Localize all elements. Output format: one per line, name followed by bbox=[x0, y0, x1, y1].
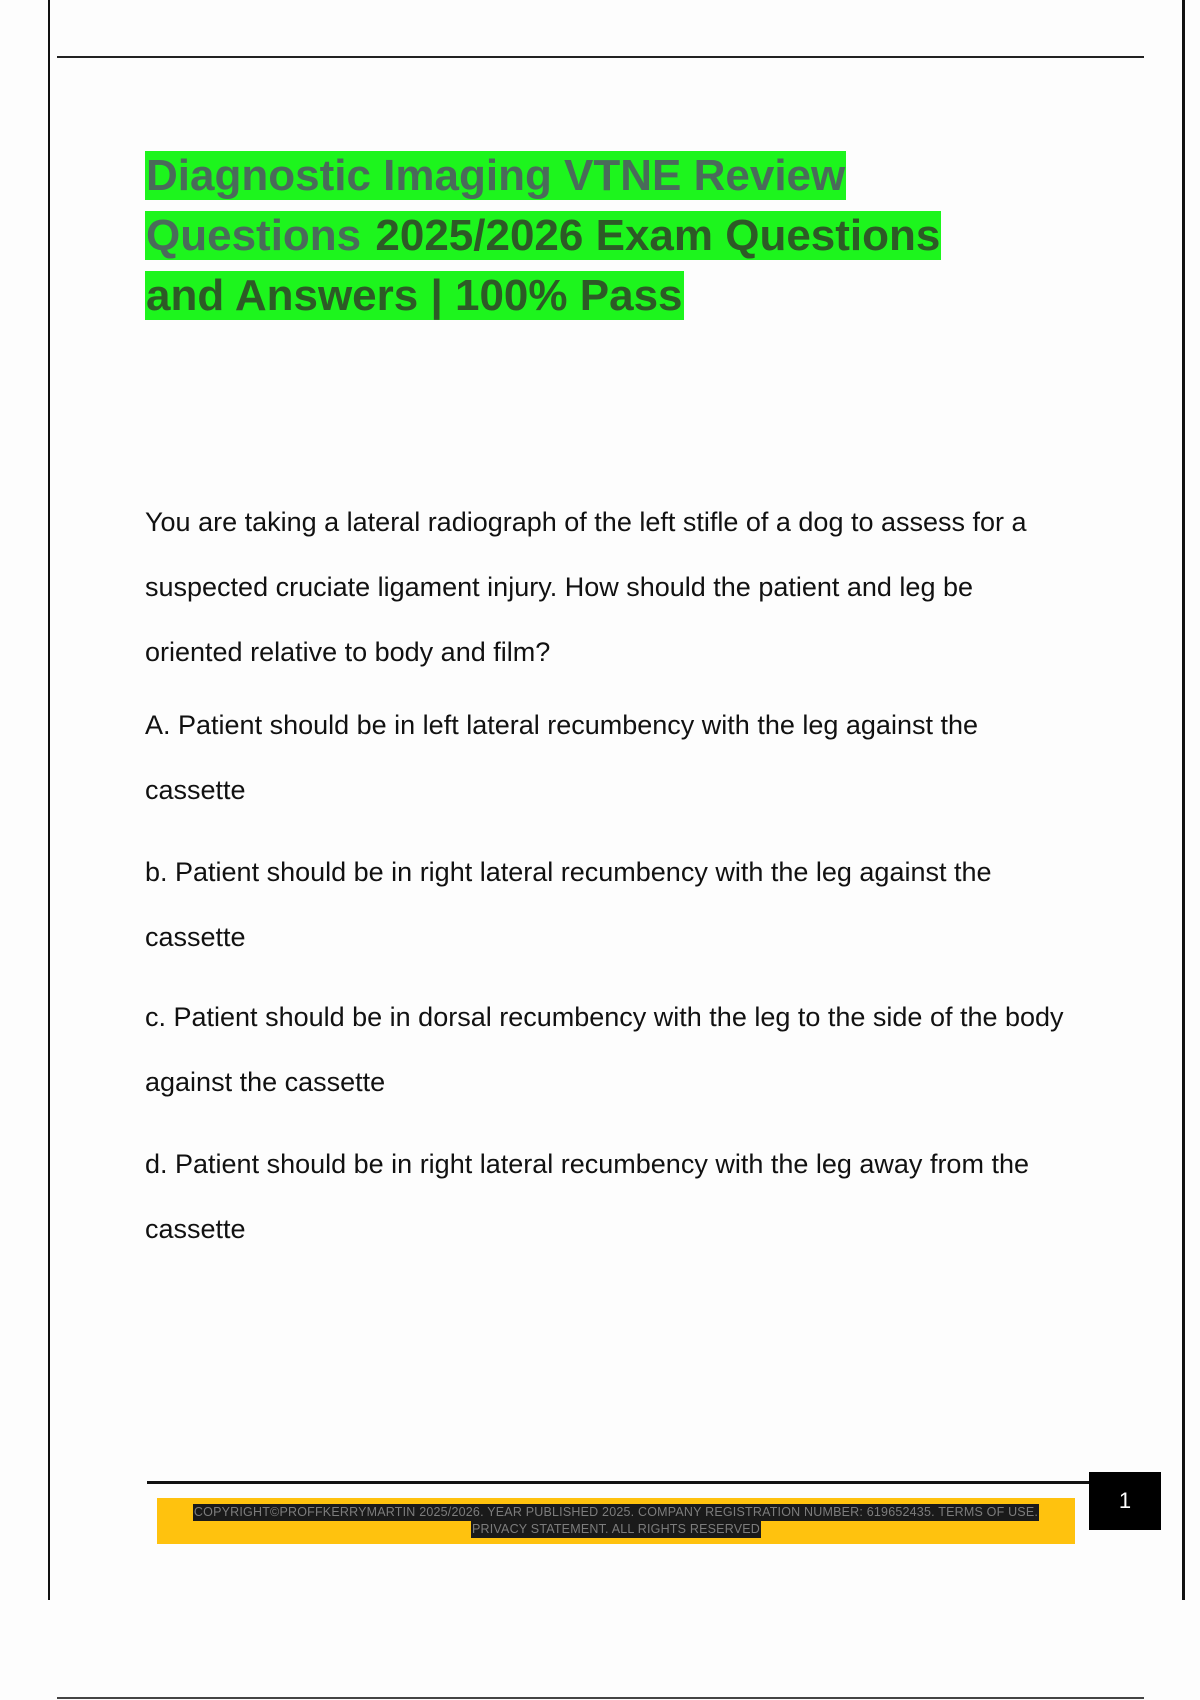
answer-option-c: c. Patient should be in dorsal recumbency with the leg to the side of the body against the cassette bbox=[145, 1002, 1064, 1097]
question-text: You are taking a lateral radiograph of the left stifle of a dog to assess for a suspected cruciate ligament injury. How should the patient and leg be oriented relative to body and film? bbox=[145, 507, 1027, 667]
answer-option-d: d. Patient should be in right lateral recumbency with the leg away from the cassette bbox=[145, 1149, 1029, 1244]
document-title bbox=[145, 146, 1045, 326]
title-line-2-text-b: 2025/2026 Exam Questions bbox=[363, 211, 941, 260]
title-line-2 bbox=[145, 206, 1045, 266]
title-line-3-text: and Answers | 100% Pass bbox=[146, 271, 683, 320]
page-border-left bbox=[48, 0, 50, 1600]
copyright-line-2: PRIVACY STATEMENT. ALL RIGHTS RESERVED bbox=[472, 1522, 760, 1536]
header-rule bbox=[57, 56, 1144, 58]
page-border-right bbox=[1182, 0, 1185, 1600]
title-line-2-text-a: Questions bbox=[146, 211, 362, 260]
page-number: 1 bbox=[1089, 1472, 1161, 1530]
title-line-1 bbox=[145, 146, 1045, 206]
title-line-1-text: Diagnostic Imaging VTNE Review bbox=[146, 151, 846, 200]
footer-rule bbox=[147, 1481, 1090, 1484]
answer-option-a: A. Patient should be in left lateral recumbency with the leg against the cassette bbox=[145, 710, 978, 805]
copyright-line-1: COPYRIGHT©PROFFKERRYMARTIN 2025/2026. YEAR PUBLISHED 2025. COMPANY REGISTRATION NUMBER: 619652435. TERMS OF USE. bbox=[193, 1505, 1039, 1519]
next-page-rule bbox=[57, 1697, 1144, 1699]
copyright-bar bbox=[157, 1498, 1075, 1544]
title-line-3 bbox=[145, 266, 1045, 326]
answer-option-b: b. Patient should be in right lateral recumbency with the leg against the cassette bbox=[145, 857, 992, 952]
